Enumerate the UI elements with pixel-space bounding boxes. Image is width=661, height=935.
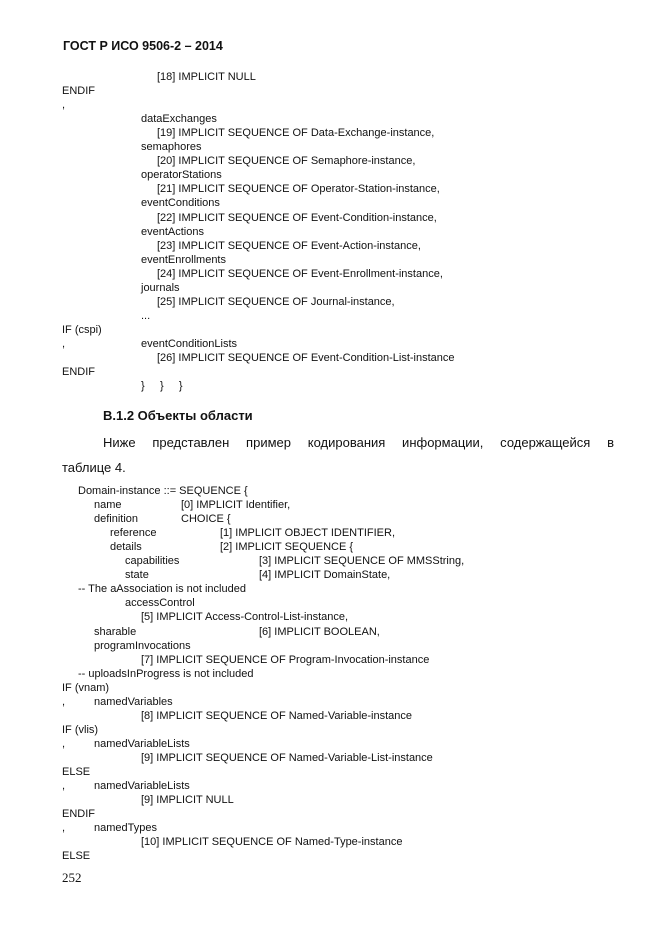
code-bottom-line: [7] IMPLICIT SEQUENCE OF Program-Invocation-instance [141,653,430,666]
code-bottom-column-token: namedVariableLists [94,780,190,793]
code-bottom-line: accessControl [125,597,195,610]
code-bottom-line: , [62,822,66,835]
code-top-line: IF (cspi) [62,323,102,336]
code-top-line: , [62,337,66,350]
code-bottom-line: sharable [94,625,137,638]
code-bottom-column-token: CHOICE { [181,513,231,526]
code-bottom-column-token: [1] IMPLICIT OBJECT IDENTIFIER, [220,527,396,540]
code-bottom-column-token: [0] IMPLICIT Identifier, [181,499,291,512]
code-bottom-line: , [62,737,66,750]
code-bottom-column-token: [2] IMPLICIT SEQUENCE { [220,541,354,554]
code-bottom-line: definition [94,513,139,526]
code-top-line: eventEnrollments [141,253,226,266]
code-top-line: eventActions [141,225,204,238]
code-bottom-line: state [125,569,149,582]
code-bottom-line: [8] IMPLICIT SEQUENCE OF Named-Variable-instance [141,709,413,722]
code-top-line: [19] IMPLICIT SEQUENCE OF Data-Exchange-instance, [157,127,435,140]
code-bottom-line: -- The aAssociation is not included [78,583,246,596]
code-bottom-column-token: [6] IMPLICIT BOOLEAN, [259,625,380,638]
code-top-line: [22] IMPLICIT SEQUENCE OF Event-Condition-instance, [157,211,437,224]
code-bottom-column-token: [3] IMPLICIT SEQUENCE OF MMSString, [259,555,465,568]
code-bottom-line: name [94,499,122,512]
code-top-line: [23] IMPLICIT SEQUENCE OF Event-Action-instance, [157,239,421,252]
code-top-line: ... [141,309,151,322]
code-top-line: ENDIF [62,85,95,98]
code-top-line: eventConditions [141,197,220,210]
code-top-line: dataExchanges [141,113,217,126]
code-bottom-line: programInvocations [94,639,191,652]
code-top-line: ENDIF [62,366,95,379]
paragraph-line-2: таблице 4. [62,460,126,475]
code-bottom-line: , [62,695,66,708]
code-top-line: operatorStations [141,169,222,182]
paragraph-line-1: Ниже представлен пример кодирования информации, содержащейся в [103,435,614,450]
code-bottom-line: [9] IMPLICIT SEQUENCE OF Named-Variable-List-instance [141,751,433,764]
code-top-line: [18] IMPLICIT NULL [157,71,256,83]
code-bottom-column-token: namedVariables [94,695,173,708]
code-bottom-line: Domain-instance ::= SEQUENCE { [78,485,248,497]
code-bottom-line: ENDIF [62,808,95,821]
code-top-line: [26] IMPLICIT SEQUENCE OF Event-Condition-List-instance [157,352,455,364]
document-header: ГОСТ Р ИСО 9506-2 – 2014 [63,39,223,53]
code-bottom-line: reference [110,527,157,540]
code-top-line: journals [141,281,180,294]
code-top-line: semaphores [141,141,202,154]
code-bottom-line: [9] IMPLICIT NULL [141,794,234,807]
code-top-line: [25] IMPLICIT SEQUENCE OF Journal-instance, [157,295,395,308]
code-bottom-line: ELSE [62,850,91,863]
code-bottom-line: details [110,541,142,554]
code-top-line: } } } [141,380,183,393]
code-bottom-line: , [62,780,66,793]
code-bottom-line: [5] IMPLICIT Access-Control-List-instance, [141,611,349,624]
code-top-line: [21] IMPLICIT SEQUENCE OF Operator-Station-instance, [157,183,440,196]
code-bottom-line: ELSE [62,766,91,778]
code-top-line: , [62,99,66,112]
code-bottom-column-token: namedVariableLists [94,737,190,750]
code-bottom-line: [10] IMPLICIT SEQUENCE OF Named-Type-instance [141,836,403,849]
code-bottom-line: -- uploadsInProgress is not included [78,667,254,680]
code-bottom-line: IF (vlis) [62,723,99,736]
page-number: 252 [62,870,82,885]
code-bottom-line: capabilities [125,555,180,568]
code-top-line: [24] IMPLICIT SEQUENCE OF Event-Enrollment-instance, [157,267,443,280]
code-bottom-column-token: namedTypes [94,822,157,835]
section-heading: В.1.2 Объекты области [103,408,253,423]
code-bottom-column-token: [4] IMPLICIT DomainState, [259,569,391,582]
code-bottom-line: IF (vnam) [62,681,110,694]
code-top-line: [20] IMPLICIT SEQUENCE OF Semaphore-instance, [157,155,416,168]
code-top-column-token: eventConditionLists [141,337,238,350]
